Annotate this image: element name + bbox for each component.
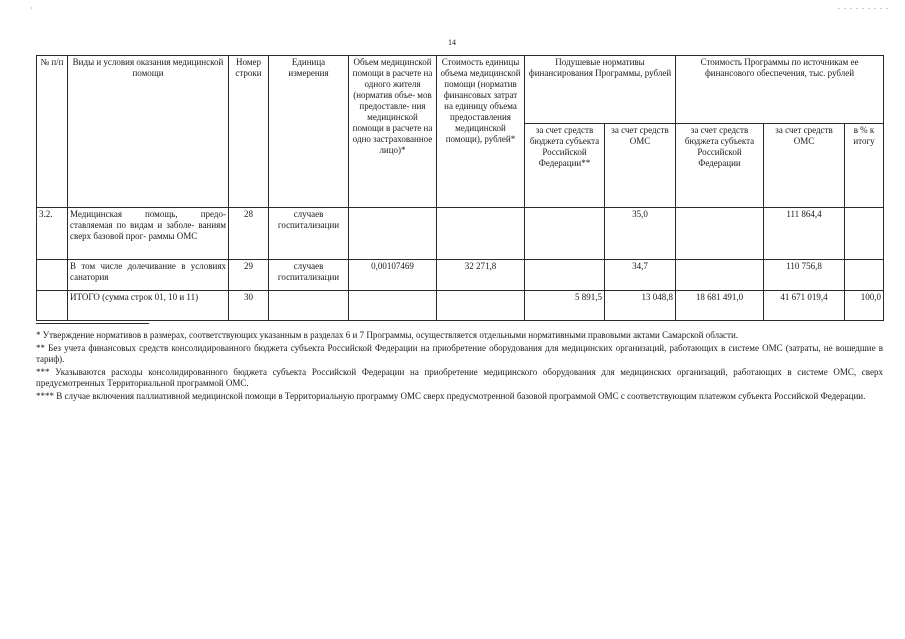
header-group-percapita: Подушевые нормативы финансирования Программы, рублей — [525, 56, 676, 124]
table-row — [37, 291, 884, 321]
program-cost-table — [36, 55, 884, 321]
subheader-oms: за счет средств ОМС — [605, 124, 676, 208]
cell-row: 30 — [229, 291, 269, 321]
cell-num: 3.2. — [37, 208, 68, 260]
footnote: * Утверждение нормативов в размерах, соответствующих указанным в разделах 6 и 7 Программы, осуществляется отдельными нормативными правовыми актами Самарской области. — [36, 330, 739, 340]
cell-pc-budget: 5 891,5 — [525, 291, 605, 321]
cell-pc-oms: 13 048,8 — [605, 291, 676, 321]
cell-name: Медицинская помощь, предо- ставляемая по видам и заболе- ваниям сверх базовой прог- раммы ОМС — [68, 208, 229, 260]
subheader-percent: в % к итогу — [845, 124, 884, 208]
cell-unit — [269, 291, 349, 321]
cell-cost — [437, 291, 525, 321]
footnote: ** Без учета финансовых средств консолидированного бюджета субъекта Российской Федерации на приобретение оборудования для медицинских организаций, работающих в системе ОМС (затраты, не вошедшие в тариф). — [36, 342, 883, 364]
cell-pc-budget — [525, 260, 605, 291]
table-row — [37, 208, 884, 260]
table-row — [37, 260, 884, 291]
subheader-oms-source: за счет средств ОМС — [764, 124, 845, 208]
scan-speck: . . . . . . . . . — [838, 2, 889, 11]
cell-percent — [845, 208, 884, 260]
footnote: **** В случае включения паллиативной медицинской помощи в Территориальную программу ОМС сверх предусмотренной базовой программой ОМС с соответствующим платежом субъекта Российской Федерации. — [36, 390, 866, 401]
cell-src-budget — [676, 208, 764, 260]
cell-unit: случаев госпитализации — [269, 260, 349, 291]
header-unit: Единица измерения — [269, 56, 349, 208]
cell-row: 28 — [229, 208, 269, 260]
cell-name: В том числе долечивание в условиях санатория — [68, 260, 229, 291]
cell-percent: 100,0 — [845, 291, 884, 321]
cell-cost: 32 271,8 — [437, 260, 525, 291]
cell-volume — [349, 208, 437, 260]
footnotes — [36, 330, 883, 403]
cell-pc-oms: 34,7 — [605, 260, 676, 291]
cell-volume — [349, 291, 437, 321]
cell-unit: случаев госпитализации — [269, 208, 349, 260]
cell-src-oms: 110 756,8 — [764, 260, 845, 291]
header-volume: Объем медицинской помощи в расчете на одного жителя (норматив объе- мов предоставле- ния медицинской помощи в расчете на одно застрахованное лицо)* — [349, 56, 437, 208]
footnotes-divider — [36, 323, 149, 324]
header-num: № п/п — [37, 56, 68, 208]
cell-src-budget: 18 681 491,0 — [676, 291, 764, 321]
cell-num — [37, 260, 68, 291]
cell-src-oms: 41 671 019,4 — [764, 291, 845, 321]
cell-volume: 0,00107469 — [349, 260, 437, 291]
cell-src-budget — [676, 260, 764, 291]
header-types: Виды и условия оказания медицинской помощи — [68, 56, 229, 208]
cell-pc-budget — [525, 208, 605, 260]
header-group-sources: Стоимость Программы по источникам ее финансового обеспечения, тыс. рублей — [676, 56, 884, 124]
header-row-number: Номер строки — [229, 56, 269, 208]
scan-speck: · — [30, 4, 33, 13]
page-number: 14 — [448, 38, 456, 47]
footnote: *** Указываются расходы консолидированного бюджета субъекта Российской Федерации на приобретение медицинского оборудования для медицинских организаций, работающих в системе ОМС, сверх предусмотренных Территориальной программой ОМС. — [36, 366, 883, 388]
cell-num — [37, 291, 68, 321]
cell-name: ИТОГО (сумма строк 01, 10 и 11) — [68, 291, 229, 321]
subheader-budget: за счет средств бюджета субъекта Российской Федерации** — [525, 124, 605, 208]
header-cost: Стоимость единицы объема медицинской помощи (норматив финансовых затрат на единицу объема предоставления медицинской помощи), рублей* — [437, 56, 525, 208]
cell-pc-oms: 35,0 — [605, 208, 676, 260]
cell-src-oms: 111 864,4 — [764, 208, 845, 260]
cell-cost — [437, 208, 525, 260]
cell-row: 29 — [229, 260, 269, 291]
subheader-budget-source: за счет средств бюджета субъекта Российской Федерации — [676, 124, 764, 208]
cell-percent — [845, 260, 884, 291]
